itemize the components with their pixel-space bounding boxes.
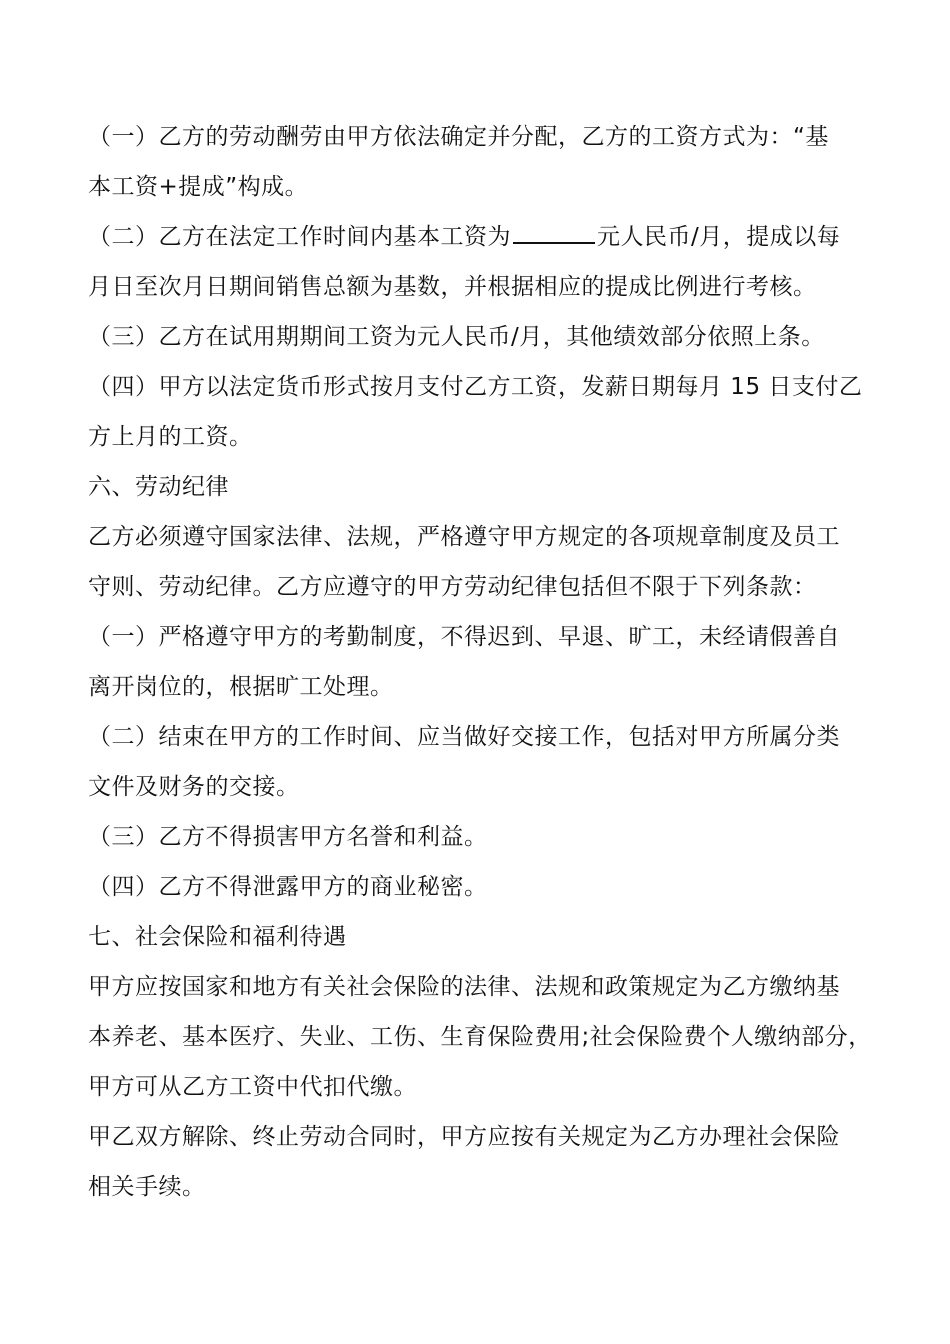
text-line: 方上月的工资。 (88, 424, 253, 450)
text-line: （四）乙方不得泄露甲方的商业秘密。 (88, 874, 488, 900)
text-line: 甲方应按国家和地方有关社会保险的法律、法规和政策规定为乙方缴纳基 (88, 974, 840, 1000)
text-segment: 元人民币/月，提成以每 (597, 224, 841, 250)
text-line: 乙方必须遵守国家法律、法规，严格遵守甲方规定的各项规章制度及员工 (88, 524, 840, 550)
text-line: 甲乙双方解除、终止劳动合同时，甲方应按有关规定为乙方办理社会保险 (88, 1124, 840, 1150)
text-line: （一）严格遵守甲方的考勤制度，不得迟到、早退、旷工，未经请假善自 (88, 624, 840, 650)
text-line: 月日至次月日期间销售总额为基数，并根据相应的提成比例进行考核。 (88, 274, 817, 300)
text-line: （四）甲方以法定货币形式按月支付乙方工资，发薪日期每月 15 日支付乙 (88, 374, 863, 400)
text-segment: （二）乙方在法定工作时间内基本工资为 (88, 224, 511, 250)
text-line: （二）结束在甲方的工作时间、应当做好交接工作，包括对甲方所属分类 (88, 724, 840, 750)
text-line: 守则、劳动纪律。乙方应遵守的甲方劳动纪律包括但不限于下列条款： (88, 574, 817, 600)
text-line: 相关手续。 (88, 1174, 206, 1200)
text-line: （三）乙方不得损害甲方名誉和利益。 (88, 824, 488, 850)
section-heading: 七、社会保险和福利待遇 (88, 924, 347, 950)
text-line-with-blank (88, 212, 872, 262)
salary-blank-line (513, 220, 595, 244)
text-line: 甲方可从乙方工资中代扣代缴。 (88, 1074, 417, 1100)
text-line: 本工资+提成”构成。 (88, 174, 309, 200)
text-line: （一）乙方的劳动酬劳由甲方依法确定并分配，乙方的工资方式为：“基 (88, 124, 829, 150)
text-line: 本养老、基本医疗、失业、工伤、生育保险费用;社会保险费个人缴纳部分， (88, 1024, 872, 1050)
text-line: （三）乙方在试用期期间工资为元人民币/月，其他绩效部分依照上条。 (88, 324, 825, 350)
text-line: 文件及财务的交接。 (88, 774, 300, 800)
text-line: 离开岗位的，根据旷工处理。 (88, 674, 394, 700)
document-body (88, 112, 872, 1212)
section-heading: 六、劳动纪律 (88, 474, 229, 500)
